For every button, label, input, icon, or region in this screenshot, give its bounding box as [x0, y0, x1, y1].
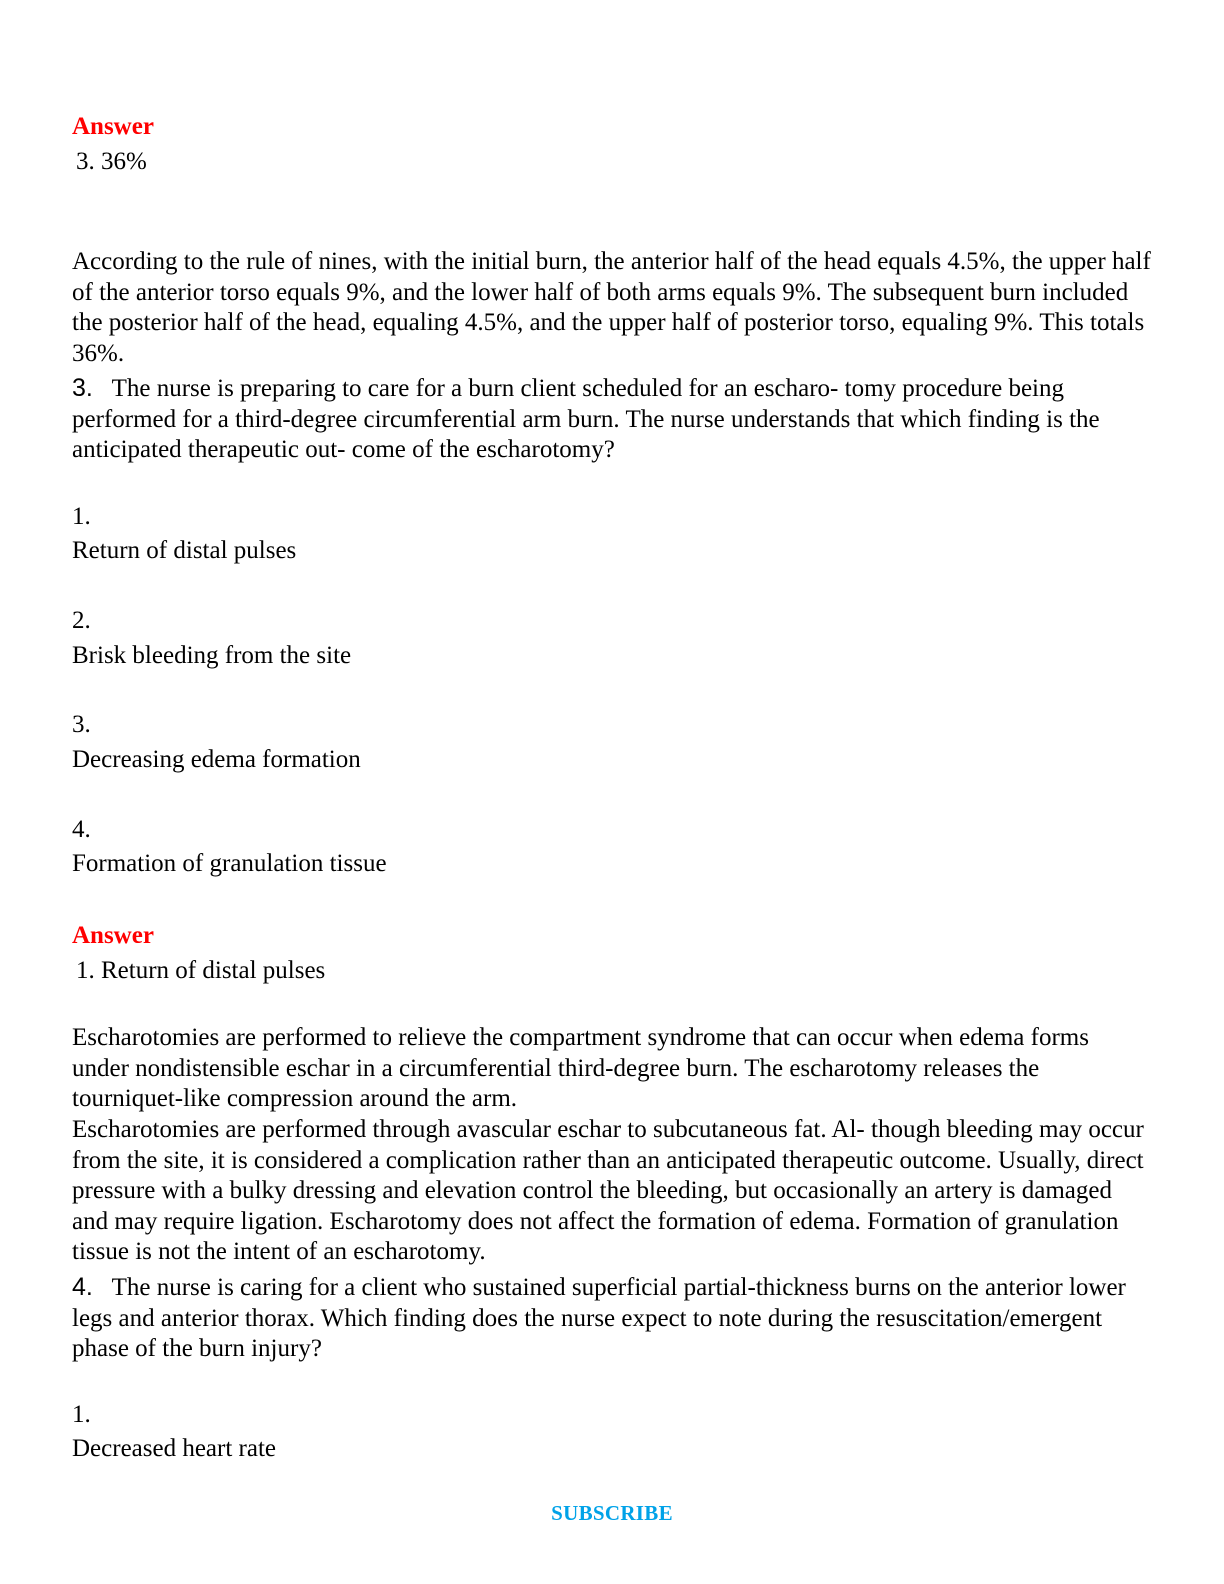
- option-text: Decreasing edema formation: [72, 746, 361, 773]
- option-text: Decreased heart rate: [72, 1435, 277, 1462]
- question-number: 4.: [72, 1273, 93, 1301]
- question-text: The nurse is caring for a client who sustained superficial partial-thickness burns on the anterior lower legs and anterior thorax. Which finding does the nurse expect to note during the resuscitation/emergent phase of the burn injury?: [72, 1274, 1126, 1362]
- option-number: 2.: [72, 607, 91, 634]
- question-number: 3.: [72, 374, 93, 402]
- option-number: 4.: [72, 816, 91, 843]
- option-text: Brisk bleeding from the site: [72, 642, 352, 669]
- question-text: The nurse is preparing to care for a burn client scheduled for an escharo- tomy procedure being performed for a third-degree circumferential arm burn. The nurse understands that which finding is the anticipated therapeutic out- come of the escharotomy?: [72, 375, 1100, 463]
- option-number: 1.: [72, 503, 91, 530]
- question-3: [72, 373, 1152, 466]
- answer-label: Answer: [72, 113, 154, 140]
- answer-label: Answer: [72, 922, 154, 949]
- explanation-paragraph: According to the rule of nines, with the initial burn, the anterior half of the head equals 4.5%, the upper half of the anterior torso equals 9%, and the lower half of both arms equals 9%. The subsequent burn included the posterior half of the head, equaling 4.5%, and the upper half of posterior torso, equaling 9%. This totals 36%.: [72, 248, 1151, 367]
- subscribe-link[interactable]: SUBSCRIBE: [551, 1501, 673, 1525]
- explanation-paragraph: Escharotomies are performed through avascular eschar to subcutaneous fat. Al- though bleeding may occur from the site, it is considered a complication rather than an anticipated therapeutic outcome. Usually, direct pressure with a bulky dressing and elevation control the bleeding, but occasionally an artery is damaged and may require ligation. Escharotomy does not affect the formation of edema. Formation of granulation tissue is not the intent of an escharotomy.: [72, 1116, 1144, 1265]
- question-4: [72, 1272, 1152, 1365]
- explanation-paragraph: Escharotomies are performed to relieve the compartment syndrome that can occur when edema forms under nondistensible eschar in a circumferential third-degree burn. The escharotomy releases the tourniquet-like compression around the arm.: [72, 1024, 1089, 1112]
- answer-value: 1. Return of distal pulses: [76, 957, 326, 984]
- answer-value: 3. 36%: [76, 148, 147, 175]
- option-number: 1.: [72, 1401, 91, 1428]
- option-text: Return of distal pulses: [72, 537, 297, 564]
- option-number: 3.: [72, 711, 91, 738]
- option-text: Formation of granulation tissue: [72, 850, 387, 877]
